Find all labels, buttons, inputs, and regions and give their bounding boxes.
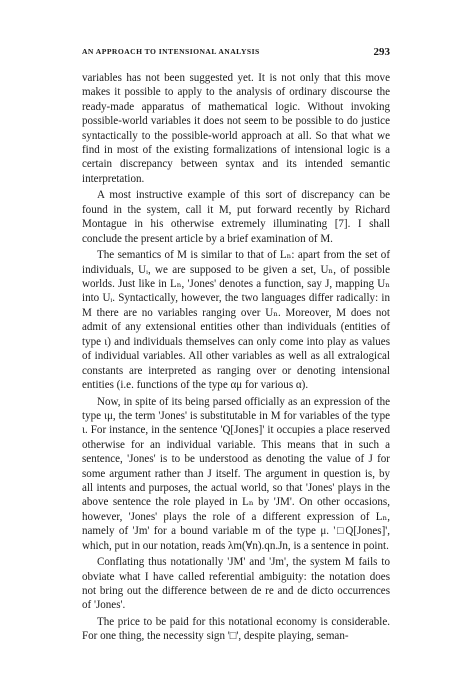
page-number: 293	[373, 46, 390, 58]
paragraph-price: The price to be paid for this notational economy is considerable. For one thing, the necessity sign '□', despite playing, seman-	[82, 615, 390, 643]
paragraph-continuation: variables has not been suggested yet. It is not only that this move makes it possible to apply to the analysis of ordinary discourse the ready-made apparatus of mathematical logic. Without invoking possible-world variables it does not seem to be possible to do justice syntactically to the possible-world approach at all. So that what we find in most of the existing formalizations of intensional logic is a certain discrepancy between syntax and its intended semantic interpretation.	[82, 72, 390, 185]
paragraph-conflating: Conflating thus notationally 'JM' and 'Jm', the system M fails to obviate what I have called referential ambiguity: the notation does not bring out the difference between de re and de dicto occurrences of 'Jones'.	[82, 556, 390, 612]
paragraph-jones-term: Now, in spite of its being parsed officially as an expression of the type ιμ, the term 'Jones' is substitutable in M for variables of the type ι. For instance, in the sentence 'Q[Jones]' it occupies a place reserved otherwise for an individual variable. This means that in such a sentence, 'Jones' is to be understood as denoting the value of J for some argument rather than J itself. The argument in question is, by all intents and purposes, the actual world, so that 'Jones' plays in the above sentence the role played in Lₙ by 'JM'. On other occasions, however, 'Jones' plays the role of a different expression of Lₙ, namely of 'Jm' for a bound variable m of the type μ. '□Q[Jones]', which, put in our notation, reads λm(∀n).qn.Jn, is a sentence in point.	[82, 395, 390, 552]
paragraph-semantics: The semantics of M is similar to that of Lₙ: apart from the set of individuals, Uᵢ, we are supposed to be given a set, Uₙ, of possible worlds. Just like in Lₙ, 'Jones' denotes a function, say J, mapping Uₙ into Uᵢ. Syntactically, however, the two languages differ radically: in M there are no variables ranging over Uₙ. Moreover, M does not admit of any extensional entities other than individuals (entities of type ι) and individuals themselves can only come into play as values of individual variables. All other variables as well as all extralogical constants are interpreted as ranging over or denoting intensional entities (i.e. functions of the type αμ for various α).	[82, 249, 390, 391]
page-header	[82, 46, 390, 60]
body-text	[82, 71, 390, 646]
paragraph-example: A most instructive example of this sort of discrepancy can be found in the system, call it M, put forward recently by Richard Montague in his otherwise extremely illuminating [7]. I shall conclude the present article by a brief examination of M.	[82, 189, 390, 245]
running-head: AN APPROACH TO INTENSIONAL ANALYSIS	[82, 47, 260, 56]
